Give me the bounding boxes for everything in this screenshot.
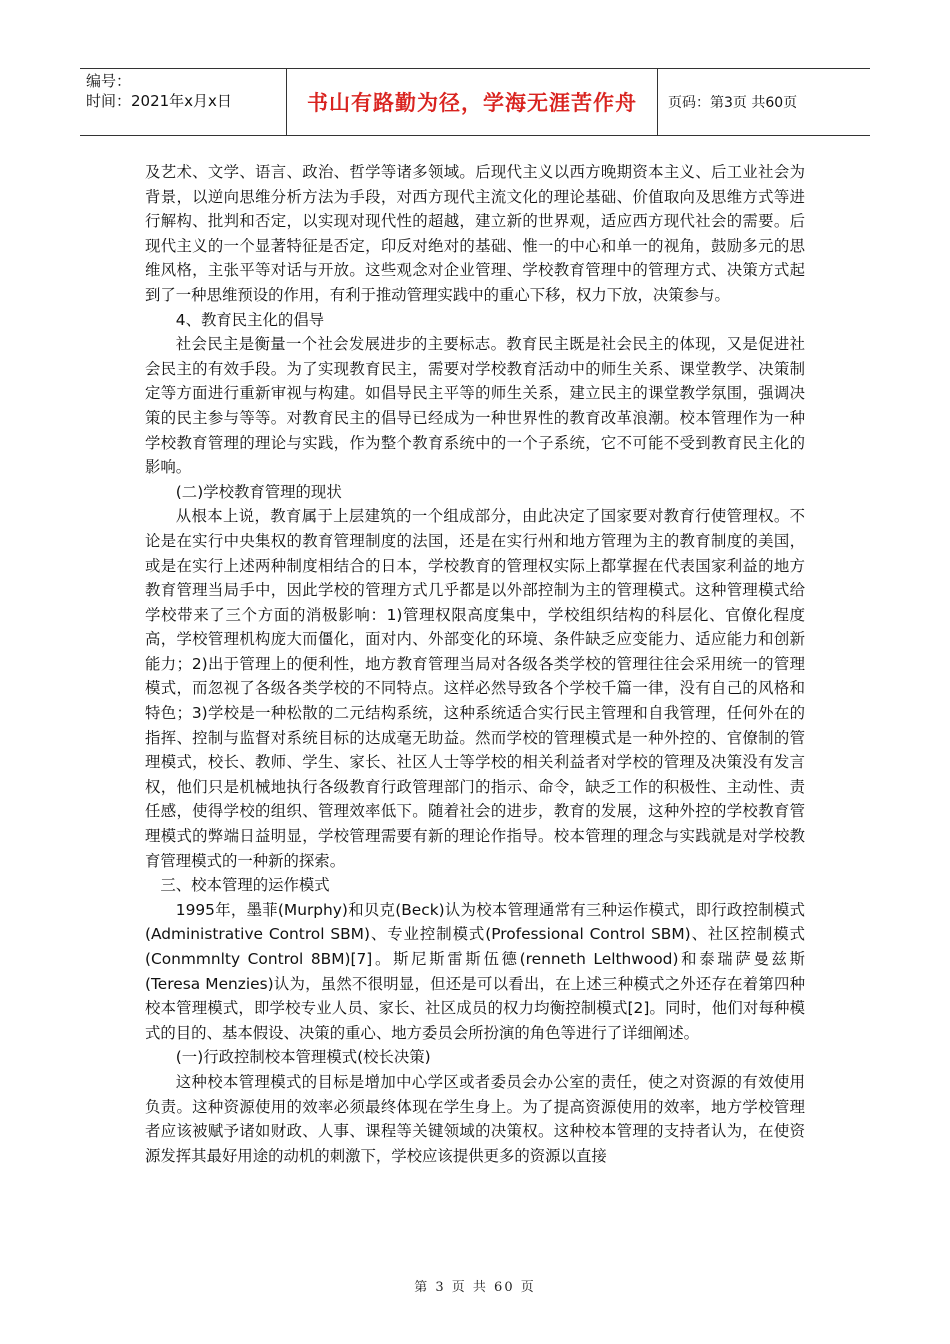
document-date-label: 时间：2021年x月x日 xyxy=(86,92,232,110)
page-header xyxy=(80,68,870,136)
header-motto-cell xyxy=(287,69,658,136)
paragraph: 1995年，墨菲(Murphy)和贝克(Beck)认为校本管理通常有三种运作模式，即行政控制模式(Administrative Control SBM)、专业控制模式(Professional Control SBM)、社区控制模式(Conmmnlty Control 8BM)[7]。斯尼斯雷斯伍德(renneth Lelthwood)和泰瑞萨曼兹斯(Teresa Menzies)认为，虽然不很明显，但还是可以看出，在上述三种模式之外还存在着第四种校本管理模式，即学校专业人员、家长、社区成员的权力均衡控制模式[2]。同时，他们对每种模式的目的、基本假设、决策的重心、地方委员会所扮演的角色等进行了详细阐述。 xyxy=(145,900,805,1042)
section-heading: (二)学校教育管理的现状 xyxy=(175,482,342,501)
paragraph: 这种校本管理模式的目标是增加中心学区或者委员会办公室的责任，使之对资源的有效使用负责。这种资源使用的效率必须最终体现在学生身上。为了提高资源使用的效率，地方学校管理者应该被赋予诸如财政、人事、课程等关键领域的决策权。这种校本管理的支持者认为，在使资源发挥其最好用途的动机的刺激下，学校应该提供更多的资源以直接 xyxy=(145,1072,805,1165)
header-left-cell xyxy=(80,69,287,136)
document-number-label: 编号： xyxy=(86,72,132,90)
page-footer: 第 3 页 共 60 页 xyxy=(414,1280,536,1295)
paragraph: 社会民主是衡量一个社会发展进步的主要标志。教育民主既是社会民主的体现，又是促进社会民主的有效手段。为了实现教育民主，需要对学校教育活动中的师生关系、课堂教学、决策制定等方面进行重新审视与构建。如倡导民主平等的师生关系，建立民主的课堂教学氛围，强调决策的民主参与等等。对教育民主的倡导已经成为一种世界性的教育改革浪潮。校本管理作为一种学校教育管理的理论与实践，作为整个教育系统中的一个子系统，它不可能不受到教育民主化的影响。 xyxy=(145,335,805,477)
chapter-heading: 三、校本管理的运作模式 xyxy=(160,876,330,895)
header-page-info: 页码：第3页 共60页 xyxy=(658,69,871,136)
section-heading: 4、教育民主化的倡导 xyxy=(175,310,325,329)
paragraph: 从根本上说，教育属于上层建筑的一个组成部分，由此决定了国家要对教育行使管理权。不论是在实行中央集权的教育管理制度的法国，还是在实行州和地方管理为主的教育制度的美国，或是在实行上述两种制度相结合的日本，学校教育的管理权实际上都掌握在代表国家利益的地方教育管理当局手中，因此学校的管理方式几乎都是以外部控制为主的管理模式。这种管理模式给学校带来了三个方面的消极影响：1)管理权限高度集中，学校组织结构的科层化、官僚化程度高，学校管理机构庞大而僵化，面对内、外部变化的环境、条件缺乏应变能力、适应能力和创新能力；2)出于管理上的便利性，地方教育管理当局对各级各类学校的管理往往会采用统一的管理模式，而忽视了各级各类学校的不同特点。这样必然导致各个学校千篇一律，没有自己的风格和特色；3)学校是一种松散的二元结构系统，这种系统适合实行民主管理和自我管理，任何外在的指挥、控制与监督对系统目标的达成毫无助益。然而学校的管理模式是一种外控的、官僚制的管理模式，校长、教师、学生、家长、社区人士等学校的相关利益者对学校的管理及决策没有发言权，他们只是机械地执行各级教育行政管理部门的指示、命令，缺乏工作的积极性、主动性、责任感，使得学校的组织、管理效率低下。随着社会的进步，教育的发展，这种外控的学校教育管理模式的弊端日益明显，学校管理需要有新的理论作指导。校本管理的理念与实践就是对学校教育管理模式的一种新的探索。 xyxy=(145,507,805,870)
section-heading: (一)行政控制校本管理模式(校长决策) xyxy=(175,1048,431,1067)
paragraph-continued: 及艺术、文学、语言、政治、哲学等诸多领域。后现代主义以西方晚期资本主义、后工业社会为背景，以逆向思维分析方法为手段，对西方现代主流文化的理论基础、价值取向及思维方式等进行解构、批判和否定，以实现对现代性的超越，建立新的世界观，适应西方现代社会的需要。后现代主义的一个显著特征是否定，印反对绝对的基础、惟一的中心和单一的视角，鼓励多元的思维风格，主张平等对话与开放。这些观念对企业管理、学校教育管理中的管理方式、决策方式起到了一种思维预设的作用，有利于推动管理实践中的重心下移，权力下放，决策参与。 xyxy=(145,163,805,304)
header-motto: 书山有路勤为径，学海无涯苦作舟 xyxy=(307,91,637,115)
document-body xyxy=(145,160,805,1168)
